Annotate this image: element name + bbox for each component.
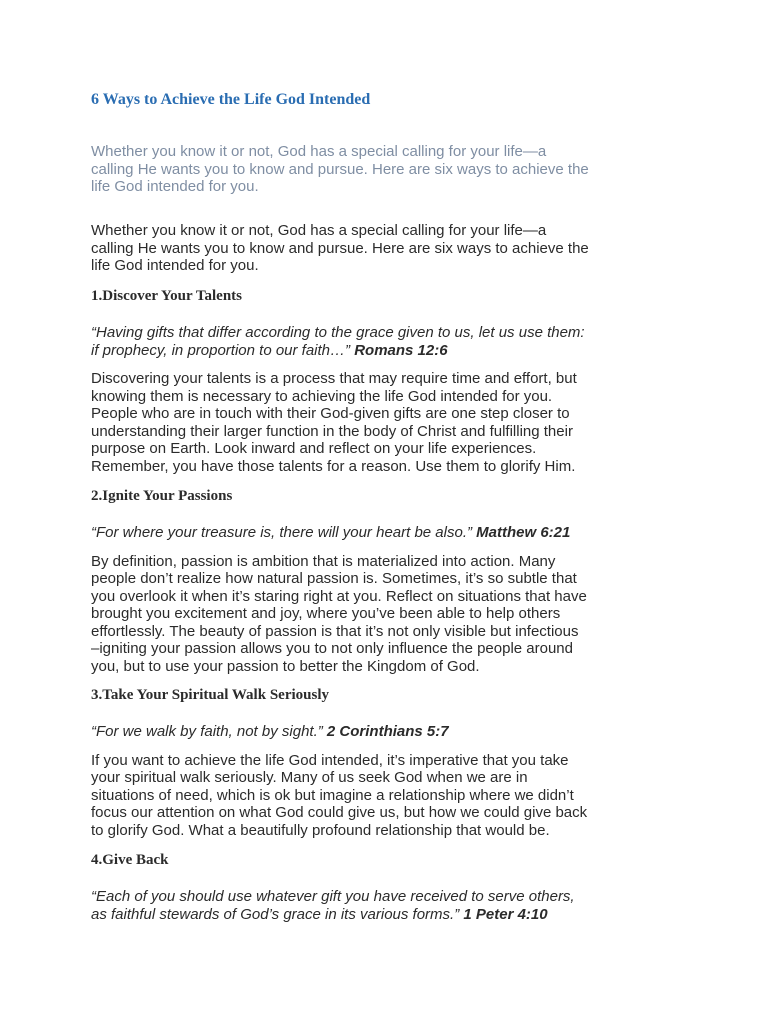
body-line: situations of need, which is ok but imagine a relationship where we didn’t [91,786,574,804]
body-line: you, but to use your passion to better the Kingdom of God. [91,657,480,675]
quote-line [91,524,681,542]
section-heading: 4.Give Back [91,852,169,868]
quote-text: “For we walk by faith, not by sight.” [91,723,327,740]
quote-line: “Each of you should use whatever gift you have received to serve others, [91,888,575,905]
body-line: focus our attention on what God could give us, but how we could give back [91,804,588,821]
section-ignite-passions [91,487,681,675]
scripture-reference: 1 Peter 4:10 [463,905,548,923]
scripture-quote [91,888,681,923]
scripture-quote [91,723,681,741]
section-discover-talents [91,287,681,475]
scripture-quote [91,324,681,359]
body-line: people don’t realize how natural passion is. Sometimes, it’s so subtle that [91,570,577,587]
body-line: effortlessly. The beauty of passion is that it’s not only visible but infectious [91,622,579,640]
body-line: Remember, you have those talents for a reason. Use them to glorify Him. [91,457,576,475]
section-body [91,370,681,475]
section-give-back [91,851,681,923]
intro-line: Whether you know it or not, God has a special calling for your life—a [91,222,547,239]
quote-text: if prophecy, in proportion to our faith…” [91,341,355,359]
body-line: Discovering your talents is a process that may require time and effort, but [91,370,577,387]
document-subtitle [91,143,681,196]
intro-line: life God intended for you. [91,257,259,274]
document-title: 6 Ways to Achieve the Life God Intended [91,91,371,108]
quote-line [91,342,681,360]
body-line: If you want to achieve the life God intended, it’s imperative that you take [91,751,569,769]
body-line: understanding their larger function in the body of Christ and fulfilling their [91,422,573,440]
section-body [91,752,681,840]
quote-line: “Having gifts that differ according to the grace given to us, let us use them: [91,324,585,341]
section-heading: 1.Discover Your Talents [91,288,242,304]
quote-line [91,906,681,924]
quote-line [91,723,681,741]
body-line: People who are in touch with their God-given gifts are one step closer to [91,405,570,422]
body-line: purpose on Earth. Look inward and reflect on your life experiences. [91,440,537,457]
body-line: knowing them is necessary to achieving the life God intended for you. [91,387,553,405]
section-heading: 2.Ignite Your Passions [91,488,233,504]
subtitle-line: calling He wants you to know and pursue. Here are six ways to achieve the [91,160,589,178]
body-line: you overlook it when it’s staring right at you. Reflect on situations that have [91,587,587,605]
quote-text: as faithful stewards of God’s grace in its various forms.” [91,905,464,923]
section-heading: 3.Take Your Spiritual Walk Seriously [91,687,329,703]
section-spiritual-walk [91,686,681,839]
body-line: By definition, passion is ambition that is materialized into action. Many [91,552,556,570]
body-line: your spiritual walk seriously. Many of us seek God when we are in [91,769,528,786]
section-body [91,553,681,676]
intro-paragraph [91,222,681,275]
body-line: –igniting your passion allows you to not only influence the people around [91,640,573,657]
scripture-reference: Romans 12:6 [354,341,448,359]
subtitle-line: life God intended for you. [91,178,259,195]
body-line: brought you excitement and joy, where you’ve been able to help others [91,605,561,622]
quote-text: “For where your treasure is, there will your heart be also.” [91,524,477,541]
scripture-quote [91,524,681,542]
body-line: to glorify God. What a beautifully profound relationship that would be. [91,821,550,839]
scripture-reference: 2 Corinthians 5:7 [326,723,449,740]
scripture-reference: Matthew 6:21 [476,524,571,541]
subtitle-line: Whether you know it or not, God has a special calling for your life—a [91,143,547,160]
intro-line: calling He wants you to know and pursue. Here are six ways to achieve the [91,239,589,257]
